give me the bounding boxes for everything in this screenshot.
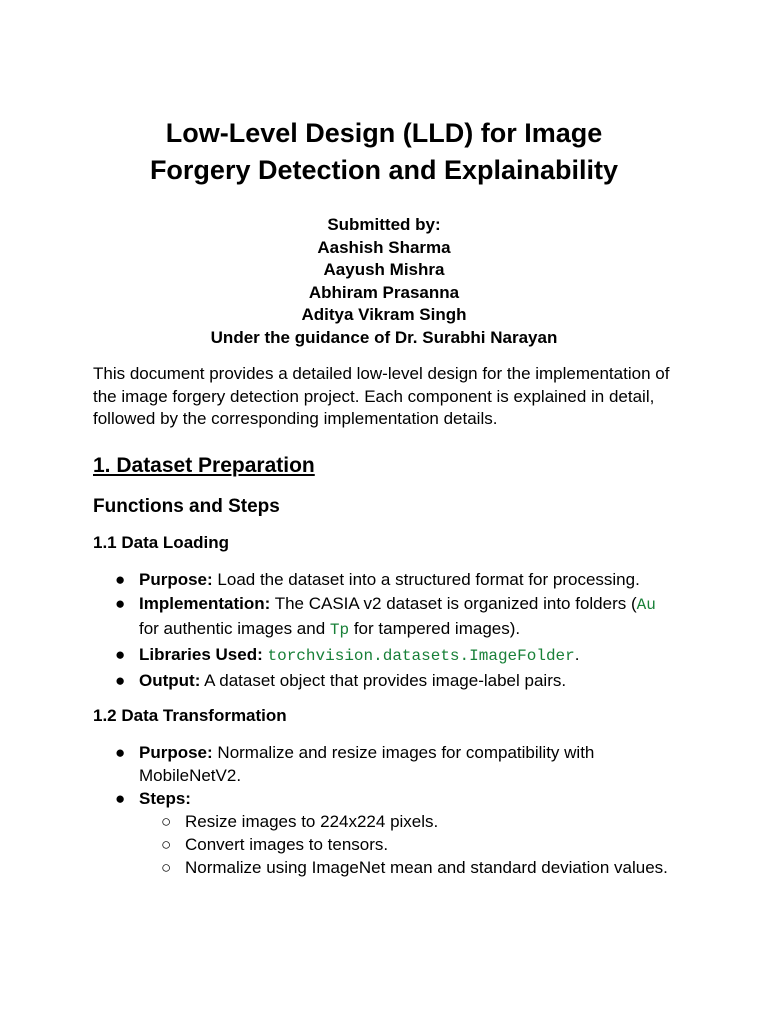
list-item xyxy=(139,856,675,879)
step-text: Convert images to tensors. xyxy=(185,834,389,854)
section-heading-dataset-preparation: 1. Dataset Preparation xyxy=(93,453,315,477)
subheading-functions-and-steps: Functions and Steps xyxy=(93,495,280,517)
data-transformation-list xyxy=(93,741,675,879)
author-name: Aayush Mishra xyxy=(323,260,445,279)
circle-bullet-icon: ○ xyxy=(161,834,172,854)
bullet-icon: ● xyxy=(115,593,126,613)
list-item xyxy=(93,669,675,692)
circle-bullet-icon: ○ xyxy=(161,811,172,831)
intro-paragraph: This document provides a detailed low-level design for the implementation of the image forgery detection project. Each component is explained in detail, followed by the corresponding implementation details. xyxy=(93,364,670,428)
purpose-text: Normalize and resize images for compatibility with MobileNetV2. xyxy=(139,742,595,785)
steps-sublist xyxy=(139,810,675,879)
author-name: Abhiram Prasanna xyxy=(308,282,460,302)
implementation-text: The CASIA v2 dataset is organized into folders ( xyxy=(270,593,637,613)
list-item xyxy=(139,833,675,856)
purpose-text: Load the dataset into a structured format for processing. xyxy=(212,569,640,589)
implementation-text: for tampered images). xyxy=(349,618,521,638)
folder-code-au: Au xyxy=(636,595,656,614)
purpose-label: Purpose: xyxy=(139,569,213,589)
title-line-2: Forgery Detection and Explainability xyxy=(149,155,619,185)
list-item xyxy=(93,741,675,787)
title-line-1: Low-Level Design (LLD) for Image xyxy=(165,118,603,148)
document-title xyxy=(93,115,675,189)
step-text: Resize images to 224x224 pixels. xyxy=(185,811,439,831)
author-name: Aditya Vikram Singh xyxy=(301,305,467,324)
heading-data-loading: 1.1 Data Loading xyxy=(93,532,230,552)
heading-data-transformation: 1.2 Data Transformation xyxy=(93,705,287,725)
submitted-by-label: Submitted by: xyxy=(327,215,441,234)
circle-bullet-icon: ○ xyxy=(161,857,172,877)
implementation-text: for authentic images and xyxy=(139,618,330,638)
folder-code-tp: Tp xyxy=(329,620,350,639)
step-text: Normalize using ImageNet mean and standard deviation values. xyxy=(185,857,668,877)
bullet-icon: ● xyxy=(115,569,126,589)
bullet-icon: ● xyxy=(115,644,126,664)
authors-block xyxy=(93,214,675,349)
list-item xyxy=(93,592,675,642)
steps-label: Steps: xyxy=(139,788,191,808)
libraries-label: Libraries Used: xyxy=(139,644,263,664)
document-page xyxy=(93,115,675,879)
data-loading-list xyxy=(93,568,675,692)
bullet-icon: ● xyxy=(115,670,126,690)
implementation-label: Implementation: xyxy=(139,593,271,613)
output-label: Output: xyxy=(139,670,201,690)
bullet-icon: ● xyxy=(115,788,126,808)
list-item xyxy=(93,568,675,591)
list-item xyxy=(93,643,675,668)
list-item xyxy=(93,787,675,879)
library-end: . xyxy=(574,644,580,664)
purpose-label: Purpose: xyxy=(139,742,213,762)
library-code: torchvision.datasets.ImageFolder xyxy=(267,646,575,665)
output-text: A dataset object that provides image-label pairs. xyxy=(200,670,567,690)
author-name: Aashish Sharma xyxy=(317,237,451,257)
guidance-line: Under the guidance of Dr. Surabhi Narayan xyxy=(210,327,558,347)
bullet-icon: ● xyxy=(115,742,126,762)
list-item xyxy=(139,810,675,833)
